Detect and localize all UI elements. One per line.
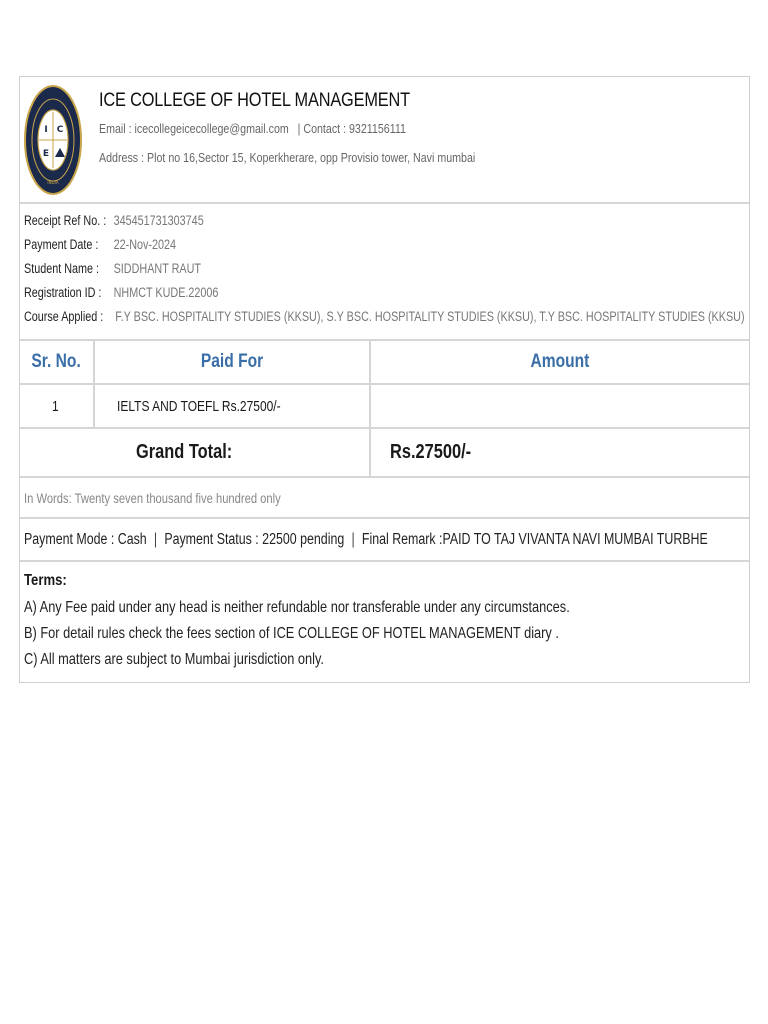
receipt-header [20, 77, 749, 204]
payment-date-label: Payment Date : [24, 237, 99, 252]
terms-section [20, 562, 749, 682]
college-name: ICE COLLEGE OF HOTEL MANAGEMENT [99, 90, 410, 111]
college-logo [24, 84, 82, 196]
receipt-ref-label: Receipt Ref No. : [24, 213, 107, 228]
logo-letter-i: I [44, 125, 48, 135]
student-name-row [24, 261, 201, 276]
payment-date-value: 22-Nov-2024 [113, 237, 177, 252]
payment-status: Payment Status : 22500 pending [164, 530, 345, 548]
registration-id-label: Registration ID : [24, 285, 102, 300]
header-amount: Amount [530, 351, 590, 372]
table-row [20, 385, 749, 429]
college-email[interactable]: Email : icecollegeicecollege@gmail.com [99, 121, 289, 136]
receipt-ref-value: 345451731303745 [113, 213, 204, 228]
fee-receipt [19, 76, 750, 683]
separator: | [351, 530, 355, 548]
receipt-info [20, 204, 749, 341]
registration-id-row [24, 285, 218, 300]
grand-total-value: Rs.27500/- [390, 441, 472, 463]
payment-details [20, 519, 749, 562]
row-amount [371, 385, 749, 427]
row-sr-no: 1 [20, 385, 95, 427]
term-item: B) For detail rules check the fees section of ICE COLLEGE OF HOTEL MANAGEMENT diary . [24, 625, 559, 642]
receipt-ref-row [24, 213, 204, 228]
grand-total-label: Grand Total: [20, 429, 371, 476]
logo-letter-e: E [42, 149, 50, 159]
payment-mode: Payment Mode : Cash [24, 530, 147, 548]
row-paid-for: IELTS AND TOEFL Rs.27500/- [95, 385, 371, 427]
separator: | [153, 530, 158, 548]
contact-line [99, 121, 406, 136]
final-remark: Final Remark :PAID TO TAJ VIVANTA NAVI MUMBAI TURBHE [361, 530, 708, 548]
header-paid-for: Paid For [95, 341, 371, 383]
college-address: Address : Plot no 16,Sector 15, Koperkherare, opp Provisio tower, Navi mumbai [99, 150, 476, 165]
logo-bottom-text: INDIA [47, 180, 59, 185]
course-applied-row [24, 309, 745, 324]
payment-date-row [24, 237, 176, 252]
course-applied-value: F.Y BSC. HOSPITALITY STUDIES (KKSU), S.Y BSC. HOSPITALITY STUDIES (KKSU), T.Y BSC. HOSPITALITY STUDIES (KKSU) [115, 309, 745, 324]
amount-in-words: In Words: Twenty seven thousand five hundred only [20, 478, 749, 519]
college-contact[interactable]: | Contact : 9321156111 [297, 121, 406, 136]
grand-total-row [20, 429, 749, 478]
terms-title: Terms: [24, 572, 67, 589]
student-name-label: Student Name : [24, 261, 100, 276]
student-name-value: SIDDHANT RAUT [113, 261, 202, 276]
course-applied-label: Course Applied : [24, 309, 104, 324]
logo-letter-c: C [56, 125, 64, 135]
term-item: A) Any Fee paid under any head is neither refundable nor transferable under any circumstances. [24, 599, 570, 616]
term-item: C) All matters are subject to Mumbai jurisdiction only. [24, 651, 324, 668]
header-sr-no: Sr. No. [20, 341, 95, 383]
table-header [20, 341, 749, 385]
registration-id-value: NHMCT KUDE.22006 [113, 285, 219, 300]
